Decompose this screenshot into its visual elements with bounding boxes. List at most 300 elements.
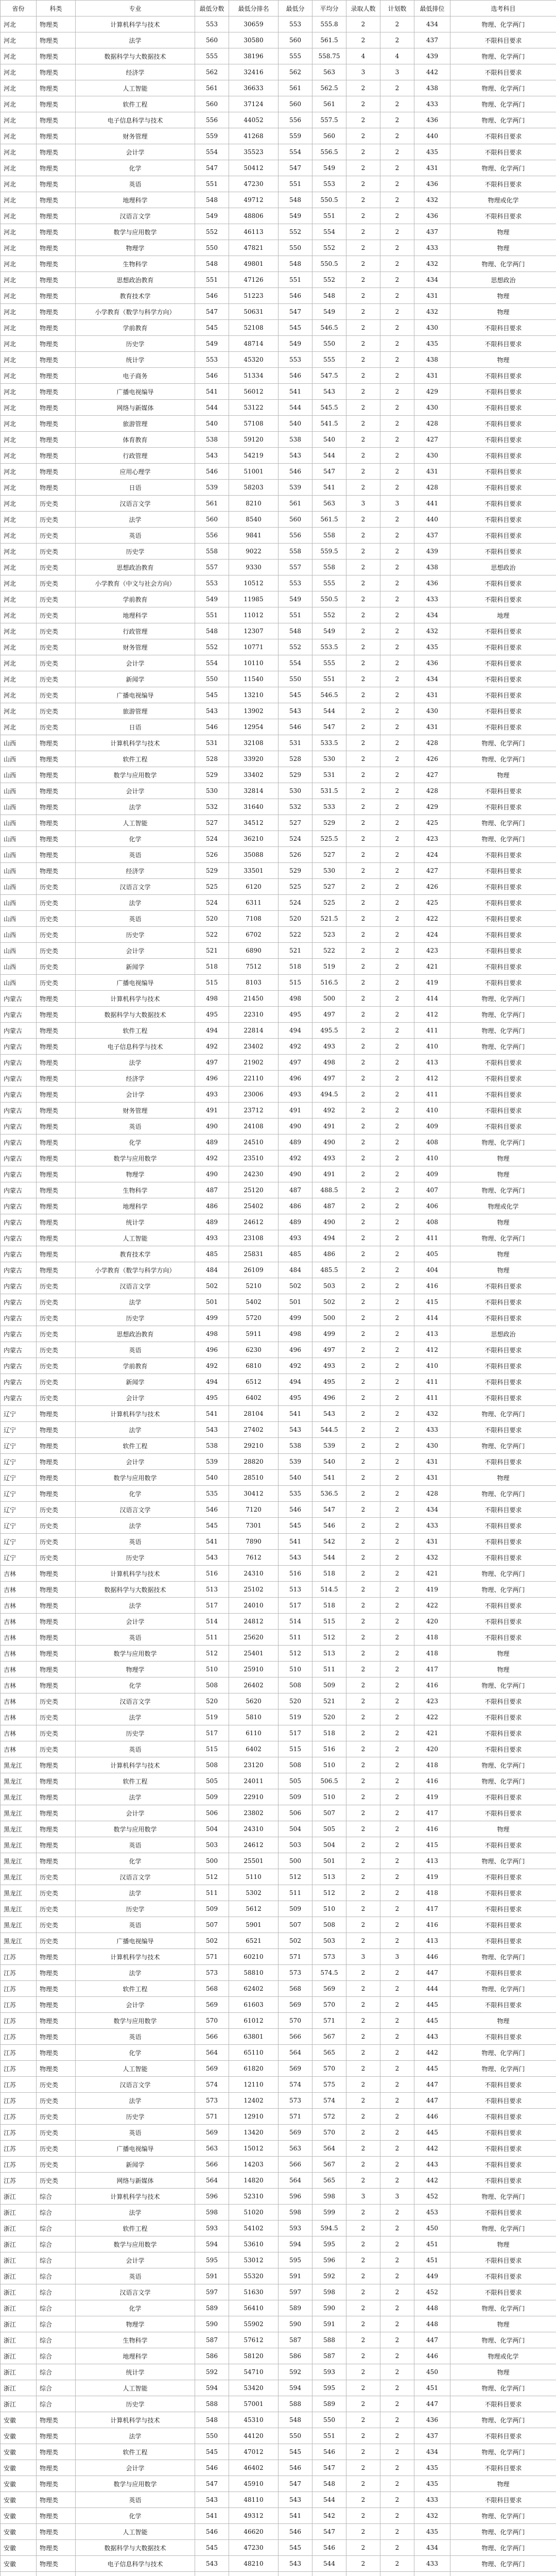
table-cell: 436	[414, 655, 450, 671]
table-cell: 10512	[229, 575, 279, 591]
table-cell: 2	[380, 1262, 414, 1278]
table-cell: 507	[279, 1917, 312, 1933]
table-cell: 2	[380, 1150, 414, 1166]
table-cell: 内蒙古	[1, 1358, 37, 1374]
table-row	[1, 1869, 556, 1885]
table-row	[1, 1949, 556, 1965]
table-cell: 物理类	[37, 2029, 76, 2045]
table-cell: 2	[380, 1534, 414, 1550]
table-cell: 2	[346, 2109, 380, 2125]
table-cell: 2	[346, 2396, 380, 2412]
table-row	[1, 80, 556, 96]
table-cell: 531	[195, 735, 229, 751]
table-cell: 2	[380, 1486, 414, 1502]
table-cell: 546.5	[312, 687, 346, 703]
table-row	[1, 1981, 556, 1997]
table-cell: 2	[346, 288, 380, 304]
table-cell: 545	[195, 2444, 229, 2460]
table-cell: 410	[414, 1039, 450, 1055]
table-cell: 2	[346, 544, 380, 560]
table-cell: 2	[380, 2268, 414, 2284]
table-cell: 543	[195, 1422, 229, 1438]
table-cell: 不限科目要求	[450, 1502, 556, 1518]
table-cell: 430	[414, 448, 450, 464]
table-cell: 487	[312, 1198, 346, 1214]
table-cell: 548	[195, 192, 229, 208]
table-cell: 413	[414, 1055, 450, 1071]
table-cell: 501	[279, 1294, 312, 1310]
table-cell: 5110	[229, 1869, 279, 1885]
table-cell: 物理类	[37, 400, 76, 416]
table-cell: 2	[380, 2252, 414, 2268]
table-cell: 546	[195, 288, 229, 304]
table-cell: 571	[312, 2013, 346, 2029]
table-cell: 505	[312, 1821, 346, 1837]
table-cell: 432	[414, 1406, 450, 1422]
table-cell: 化学	[76, 1853, 195, 1869]
table-cell: 2	[346, 799, 380, 815]
table-row	[1, 224, 556, 240]
table-cell: 592	[312, 2268, 346, 2284]
table-cell: 2	[346, 1693, 380, 1709]
table-cell: 广播电视编导	[76, 384, 195, 400]
table-cell: 552	[312, 272, 346, 288]
table-cell: 421	[414, 1725, 450, 1741]
table-cell: 495	[312, 1374, 346, 1390]
table-cell: 498	[279, 991, 312, 1007]
table-cell: 2	[380, 464, 414, 480]
table-cell: 2	[346, 512, 380, 528]
table-cell: 497	[312, 1342, 346, 1358]
table-cell: 2	[380, 607, 414, 623]
table-cell: 549	[312, 304, 346, 320]
table-cell: 2	[380, 2380, 414, 2396]
table-cell: 594	[195, 2236, 229, 2252]
table-cell: 2	[346, 2428, 380, 2444]
table-cell: 63801	[229, 2029, 279, 2045]
table-cell: 2	[380, 1358, 414, 1374]
table-row	[1, 1646, 556, 1662]
table-cell: 2	[346, 1869, 380, 1885]
table-cell: 524	[279, 831, 312, 847]
table-cell: 426	[414, 879, 450, 895]
table-cell: 会计学	[76, 783, 195, 799]
table-cell: 530	[312, 751, 346, 767]
table-cell: 24310	[229, 1821, 279, 1837]
table-cell: 427	[414, 863, 450, 879]
table-cell: 417	[414, 1662, 450, 1677]
table-cell: 543	[195, 2556, 229, 2572]
table-cell: 573	[195, 2093, 229, 2109]
table-cell: 历史学	[76, 2396, 195, 2412]
table-row	[1, 703, 556, 719]
table-cell: 433	[414, 591, 450, 607]
table-cell: 493	[312, 1150, 346, 1166]
table-cell: 552	[195, 639, 229, 655]
table-cell: 2	[380, 512, 414, 528]
table-cell: 物理、化学两门	[450, 2556, 556, 2572]
table-cell: 人工智能	[76, 1230, 195, 1246]
table-cell: 化学	[76, 2508, 195, 2524]
table-cell: 小学教育（数学与科学方向）	[76, 1262, 195, 1278]
table-cell: 数学与应用数学	[76, 224, 195, 240]
table-cell: 会计学	[76, 1454, 195, 1470]
table-cell: 物理类	[37, 2540, 76, 2556]
table-cell: 443	[414, 2029, 450, 2045]
table-row	[1, 2173, 556, 2189]
table-cell: 539	[279, 480, 312, 496]
table-cell: 410	[414, 1150, 450, 1166]
table-cell: 安徽	[1, 2476, 37, 2492]
table-cell: 485.5	[312, 1262, 346, 1278]
table-cell: 569	[195, 1997, 229, 2013]
table-cell: 物理类	[37, 2013, 76, 2029]
table-row	[1, 1965, 556, 1981]
table-cell: 502	[279, 1933, 312, 1949]
table-cell: 543	[279, 1550, 312, 1566]
table-cell: 物理类	[37, 192, 76, 208]
table-cell: 434	[414, 671, 450, 687]
table-cell: 53012	[229, 2252, 279, 2268]
table-cell: 546	[195, 464, 229, 480]
table-cell: 小学教育（中文与社会方向）	[76, 575, 195, 591]
column-header: 录取人数	[346, 1, 380, 16]
table-cell: 网络与新媒体	[76, 400, 195, 416]
table-cell: 510	[195, 1662, 229, 1677]
table-cell: 物理类	[37, 1198, 76, 1214]
table-cell: 2	[346, 1885, 380, 1901]
table-cell: 2	[380, 1885, 414, 1901]
table-cell: 573	[312, 1949, 346, 1965]
table-cell: 518	[312, 1725, 346, 1741]
table-cell: 497	[195, 1055, 229, 1071]
table-cell: 29210	[229, 1438, 279, 1454]
table-row	[1, 144, 556, 160]
table-cell: 5911	[229, 1326, 279, 1342]
table-cell: 安徽	[1, 2556, 37, 2572]
table-cell: 32814	[229, 783, 279, 799]
table-cell: 2	[346, 1326, 380, 1342]
table-cell: 不限科目要求	[450, 208, 556, 224]
table-cell: 549	[279, 336, 312, 352]
table-cell: 历史类	[37, 1725, 76, 1741]
table-cell: 历史类	[37, 927, 76, 943]
table-cell: 432	[414, 1550, 450, 1566]
table-cell: 2	[346, 336, 380, 352]
table-cell: 2	[380, 1438, 414, 1454]
table-cell: 2	[346, 1134, 380, 1150]
table-cell: 2	[346, 2173, 380, 2189]
table-cell: 物理类	[37, 2508, 76, 2524]
table-cell: 10771	[229, 639, 279, 655]
table-cell: 557	[195, 560, 229, 575]
table-cell: 综合	[37, 2221, 76, 2236]
table-row	[1, 1278, 556, 1294]
table-cell: 594.5	[312, 2221, 346, 2236]
table-cell: 547.5	[312, 368, 346, 384]
table-cell: 3	[346, 496, 380, 512]
table-cell: 553	[312, 176, 346, 192]
table-cell: 9330	[229, 560, 279, 575]
table-cell: 416	[414, 1677, 450, 1693]
table-cell: 历史类	[37, 2173, 76, 2189]
table-cell: 数学与应用数学	[76, 767, 195, 783]
table-cell: 453	[414, 2205, 450, 2221]
column-header: 最低分数	[195, 1, 229, 16]
table-cell: 2	[346, 735, 380, 751]
table-cell: 综合	[37, 2236, 76, 2252]
table-cell: 计算机科学与技术	[76, 991, 195, 1007]
table-header-row	[1, 1, 556, 16]
table-cell: 2	[380, 1677, 414, 1693]
table-cell: 551	[312, 671, 346, 687]
table-cell: 2	[380, 352, 414, 368]
table-cell: 江苏	[1, 1997, 37, 2013]
table-cell: 505	[195, 1773, 229, 1789]
table-cell: 519	[195, 1709, 229, 1725]
table-cell: 511	[279, 1630, 312, 1646]
table-cell: 物理	[450, 2364, 556, 2380]
table-cell: 2	[380, 1805, 414, 1821]
table-cell: 不限科目要求	[450, 464, 556, 480]
table-cell: 412	[414, 1007, 450, 1023]
table-cell: 河北	[1, 368, 37, 384]
table-cell: 英语	[76, 1534, 195, 1550]
table-cell: 7108	[229, 911, 279, 927]
table-cell: 2	[346, 80, 380, 96]
table-cell: 山西	[1, 831, 37, 847]
table-cell: 522	[312, 943, 346, 959]
table-cell: 物理类	[37, 272, 76, 288]
table-cell: 25102	[229, 1582, 279, 1598]
table-cell: 历史学	[76, 2109, 195, 2125]
table-cell: 510	[312, 1757, 346, 1773]
table-cell: 8540	[229, 512, 279, 528]
table-cell: 物理类	[37, 64, 76, 80]
table-cell: 2	[380, 2141, 414, 2157]
table-cell: 4	[380, 48, 414, 64]
table-cell: 551	[195, 607, 229, 623]
table-cell: 517	[279, 1598, 312, 1614]
table-cell: 2	[380, 1230, 414, 1246]
table-cell: 不限科目要求	[450, 639, 556, 655]
column-header: 专业	[76, 1, 195, 16]
table-row	[1, 112, 556, 128]
table-cell: 2	[380, 1406, 414, 1422]
table-cell: 445	[414, 2013, 450, 2029]
table-cell: 2	[346, 208, 380, 224]
table-cell: 不限科目要求	[450, 591, 556, 607]
table-cell: 2	[380, 192, 414, 208]
table-cell: 432	[414, 256, 450, 272]
table-cell: 510	[279, 1662, 312, 1677]
table-cell: 电子信息科学与技术	[76, 1039, 195, 1055]
table-cell: 化学	[76, 1486, 195, 1502]
table-cell: 2	[346, 1773, 380, 1789]
table-cell: 499	[195, 1310, 229, 1326]
table-cell: 442	[414, 2173, 450, 2189]
table-cell: 汉语言文学	[76, 1693, 195, 1709]
table-cell: 518	[279, 959, 312, 975]
table-cell: 2	[346, 1390, 380, 1406]
table-cell: 2	[380, 655, 414, 671]
table-cell: 汉语言文学	[76, 1278, 195, 1294]
table-cell: 2	[380, 783, 414, 799]
table-cell: 484	[279, 1262, 312, 1278]
table-cell: 吉林	[1, 1741, 37, 1757]
table-cell: 2	[346, 639, 380, 655]
table-row	[1, 1454, 556, 1470]
table-cell: 59120	[229, 432, 279, 448]
table-cell: 物理、化学两门	[450, 1757, 556, 1773]
table-cell: 2	[380, 2045, 414, 2061]
table-cell: 549	[312, 623, 346, 639]
table-cell: 597	[279, 2284, 312, 2300]
table-row	[1, 1087, 556, 1103]
table-cell: 427	[414, 767, 450, 783]
table-cell: 51334	[229, 368, 279, 384]
table-cell: 内蒙古	[1, 1374, 37, 1390]
table-row	[1, 1550, 556, 1566]
table-cell: 内蒙古	[1, 1166, 37, 1182]
table-cell: 历史类	[37, 496, 76, 512]
table-row	[1, 2125, 556, 2141]
table-cell: 442	[414, 64, 450, 80]
table-cell: 英语	[76, 1630, 195, 1646]
table-cell: 588	[195, 2396, 229, 2412]
table-cell: 历史类	[37, 2141, 76, 2157]
table-cell: 492	[195, 1150, 229, 1166]
table-cell: 450	[414, 2364, 450, 2380]
table-cell: 521	[279, 943, 312, 959]
table-cell: 497	[312, 1007, 346, 1023]
table-cell: 物理类	[37, 1134, 76, 1150]
table-row	[1, 1023, 556, 1039]
table-cell: 综合	[37, 2189, 76, 2205]
table-cell: 2	[380, 1614, 414, 1630]
table-cell: 541	[279, 1406, 312, 1422]
table-cell: 413	[414, 1933, 450, 1949]
table-cell: 570	[279, 2013, 312, 2029]
table-cell: 35088	[229, 847, 279, 863]
table-cell: 5810	[229, 1709, 279, 1725]
table-cell: 25401	[229, 1646, 279, 1662]
table-row	[1, 16, 556, 32]
table-cell: 数学与应用数学	[76, 1646, 195, 1662]
table-cell: 综合	[37, 2364, 76, 2380]
table-cell: 英语	[76, 2492, 195, 2508]
table-row	[1, 1805, 556, 1821]
table-cell: 422	[414, 1709, 450, 1725]
table-cell: 554	[279, 655, 312, 671]
table-cell: 2	[380, 336, 414, 352]
table-cell: 562.5	[312, 80, 346, 96]
table-cell: 吉林	[1, 1566, 37, 1582]
table-cell: 564	[195, 2173, 229, 2189]
table-row	[1, 2236, 556, 2252]
table-cell: 2	[380, 2332, 414, 2348]
table-cell: 物理类	[37, 1406, 76, 1422]
table-cell: 485	[279, 1246, 312, 1262]
table-cell: 2	[380, 1422, 414, 1438]
table-cell: 545	[195, 1518, 229, 1534]
table-cell: 432	[414, 192, 450, 208]
table-cell: 山西	[1, 863, 37, 879]
table-cell: 573	[279, 2093, 312, 2109]
table-cell: 河北	[1, 240, 37, 256]
table-cell: 423	[414, 1693, 450, 1709]
table-cell: 53610	[229, 2236, 279, 2252]
table-cell: 28104	[229, 1406, 279, 1422]
table-cell: 549	[195, 336, 229, 352]
table-cell: 2	[380, 2348, 414, 2364]
table-cell: 物理类	[37, 1422, 76, 1438]
table-cell: 不限科目要求	[450, 1630, 556, 1646]
table-cell: 2	[346, 2556, 380, 2572]
table-cell: 不限科目要求	[450, 2173, 556, 2189]
table-cell: 物理类	[37, 480, 76, 496]
table-cell: 423	[414, 943, 450, 959]
table-row	[1, 1326, 556, 1342]
table-cell: 会计学	[76, 2460, 195, 2476]
table-cell: 561	[312, 96, 346, 112]
table-cell: 596	[279, 2189, 312, 2205]
table-cell: 安徽	[1, 2460, 37, 2476]
table-cell: 不限科目要求	[450, 32, 556, 48]
table-cell: 434	[414, 2540, 450, 2556]
table-cell: 44052	[229, 112, 279, 128]
table-cell: 2	[346, 815, 380, 831]
table-cell: 辽宁	[1, 1470, 37, 1486]
table-cell: 会计学	[76, 1614, 195, 1630]
table-cell: 500	[195, 1853, 229, 1869]
table-cell: 447	[414, 1965, 450, 1981]
table-row	[1, 2316, 556, 2332]
table-cell	[1, 2572, 37, 2576]
table-row	[1, 895, 556, 911]
table-cell: 物理类	[37, 2444, 76, 2460]
table-cell: 不限科目要求	[450, 671, 556, 687]
table-cell: 2	[346, 895, 380, 911]
table-cell: 2	[380, 927, 414, 943]
table-cell: 2	[380, 1502, 414, 1518]
table-cell: 地理	[450, 607, 556, 623]
table-cell: 2	[380, 1550, 414, 1566]
table-cell: 物理类	[37, 2045, 76, 2061]
table-row	[1, 320, 556, 336]
table-cell: 560	[279, 32, 312, 48]
table-cell: 2	[346, 1358, 380, 1374]
table-cell: 56012	[229, 384, 279, 400]
column-header: 最低分排名	[229, 1, 279, 16]
table-cell: 492	[195, 1358, 229, 1374]
table-cell: 431	[414, 1534, 450, 1550]
table-cell: 10110	[229, 655, 279, 671]
table-cell: 物理、化学两门	[450, 1023, 556, 1039]
table-cell: 2	[346, 2300, 380, 2316]
table-row	[1, 1837, 556, 1853]
table-cell: 430	[414, 703, 450, 719]
table-cell: 不限科目要求	[450, 2141, 556, 2157]
table-cell: 503	[312, 1933, 346, 1949]
table-cell: 2	[346, 1438, 380, 1454]
table-cell: 547	[312, 1502, 346, 1518]
table-cell: 物理、化学两门	[450, 1949, 556, 1965]
table-cell: 571	[195, 2109, 229, 2125]
table-cell: 不限科目要求	[450, 1087, 556, 1103]
table-cell: 558	[312, 560, 346, 575]
table-cell: 566	[195, 2157, 229, 2173]
